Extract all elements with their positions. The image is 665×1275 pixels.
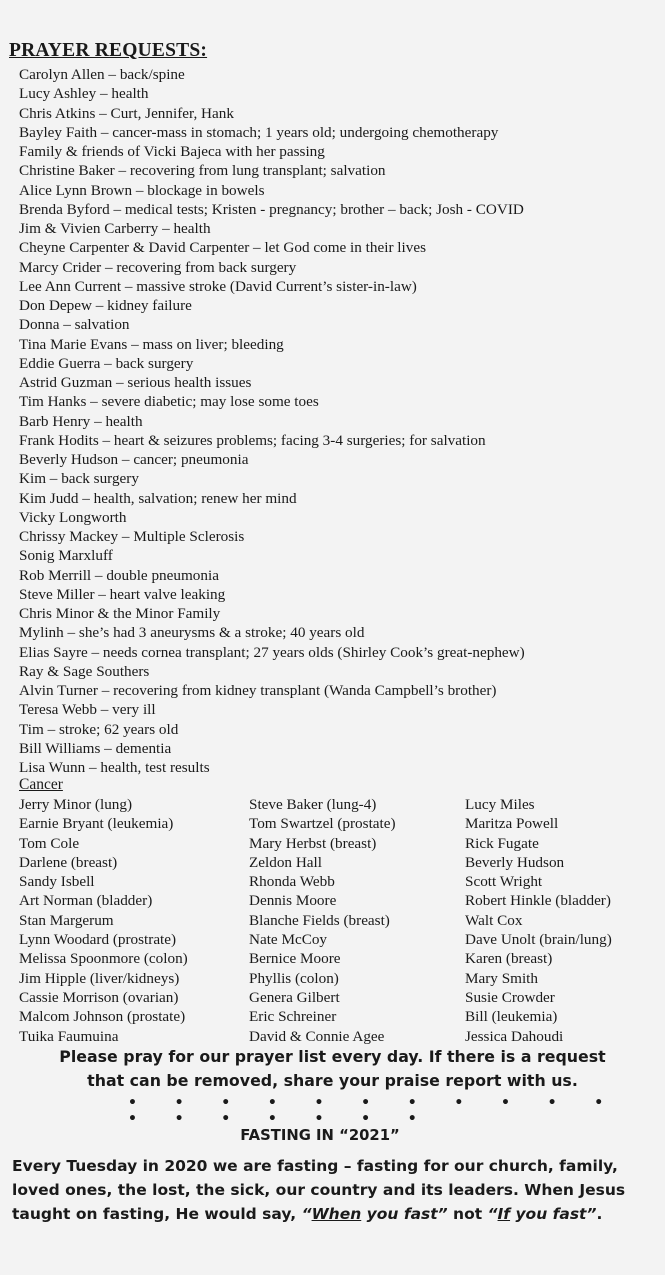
prayer-request-item: Bill Williams – dementia xyxy=(19,739,172,757)
prayer-request-item: Lucy Ashley – health xyxy=(19,85,149,103)
cancer-list-item: Tom Cole xyxy=(19,834,80,852)
cancer-list-item: Darlene (breast) xyxy=(19,853,118,871)
prayer-request-item: Vicky Longworth xyxy=(19,508,127,526)
cancer-list-item: Blanche Fields (breast) xyxy=(249,911,390,929)
cancer-list-item: Jerry Minor (lung) xyxy=(19,796,133,813)
prayer-request-item: Bayley Faith – cancer-mass in stomach; 1 years old; undergoing chemotherapy xyxy=(19,123,499,141)
cancer-list-item: Jessica Dahoudi xyxy=(465,1027,564,1045)
prayer-requests-list xyxy=(19,65,525,777)
cancer-list-item: Art Norman (bladder) xyxy=(19,892,153,910)
cancer-list-item: Sandy Isbell xyxy=(19,873,95,891)
fasting-body-text: Every Tuesday in 2020 we are fasting – fasting for our church, family, loved ones, the lost, the sick, our country and its leaders. When Jesus taught on fasting, He would say, xyxy=(12,1157,626,1223)
cancer-column-3 xyxy=(465,795,612,1046)
cancer-list-item: Malcom Johnson (prostate) xyxy=(19,1008,186,1026)
prayer-request-item: Don Depew – kidney failure xyxy=(19,297,192,314)
cancer-list-item: Phyllis (colon) xyxy=(249,969,339,987)
prayer-request-item: Tina Marie Evans – mass on liver; bleeding xyxy=(19,335,284,353)
cancer-list-item: Bernice Moore xyxy=(249,950,341,968)
prayer-request-item: Tim Hanks – severe diabetic; may lose some toes xyxy=(19,393,319,411)
cancer-list-item: Zeldon Hall xyxy=(249,853,322,871)
cancer-list-item: Walt Cox xyxy=(465,911,523,929)
cancer-list-item: Tuika Faumuina xyxy=(19,1027,119,1045)
prayer-request-item: Steve Miller – heart valve leaking xyxy=(19,585,226,603)
prayer-request-item: Chris Minor & the Minor Family xyxy=(19,605,221,622)
prayer-request-item: Frank Hodits – heart & seizures problems; facing 3-4 surgeries; for salvation xyxy=(19,431,486,449)
prayer-request-item: Rob Merrill – double pneumonia xyxy=(19,566,219,584)
cancer-list-item: Mary Smith xyxy=(465,969,538,987)
fasting-title: FASTING IN “2021” xyxy=(240,1127,400,1144)
prayer-request-item: Christine Baker – recovering from lung transplant; salvation xyxy=(19,162,386,180)
cancer-list-item: Lucy Miles xyxy=(465,796,535,813)
prayer-request-item: Brenda Byford – medical tests; Kristen - pregnancy; brother – back; Josh - COVID xyxy=(19,200,524,218)
cancer-list-item: Rhonda Webb xyxy=(249,873,335,891)
prayer-request-item: Eddie Guerra – back surgery xyxy=(19,354,194,372)
prayer-request-item: Kim – back surgery xyxy=(19,470,139,488)
cancer-list-item: Stan Margerum xyxy=(19,911,114,929)
cancer-list-item: Genera Gilbert xyxy=(249,988,340,1006)
cancer-list-item: Susie Crowder xyxy=(465,988,555,1006)
prayer-request-item: Cheyne Carpenter & David Carpenter – let God come in their lives xyxy=(19,239,426,257)
prayer-request-item: Astrid Guzman – serious health issues xyxy=(19,374,252,391)
cancer-list-item: Robert Hinkle (bladder) xyxy=(465,892,611,910)
cancer-heading: Cancer xyxy=(19,776,63,793)
cancer-list-item: Dennis Moore xyxy=(249,892,337,910)
quote-if: “If you fast” xyxy=(487,1205,597,1223)
cancer-list-item: Lynn Woodard (prostrate) xyxy=(19,931,177,949)
prayer-requests-heading: PRAYER REQUESTS: xyxy=(9,40,208,61)
prayer-request-item: Lee Ann Current – massive stroke (David Current’s sister-in-law) xyxy=(19,277,417,295)
cancer-column-2 xyxy=(249,795,396,1046)
cancer-list-item: Cassie Morrison (ovarian) xyxy=(19,988,179,1006)
prayer-request-item: Kim Judd – health, salvation; renew her mind xyxy=(19,489,297,507)
cancer-list-item: Steve Baker (lung-4) xyxy=(249,796,377,813)
dotted-separator: • • • • • • • • • • • • • • • • • • xyxy=(128,1095,620,1127)
cancer-list-item: Mary Herbst (breast) xyxy=(249,834,377,852)
prayer-request-item: Jim & Vivien Carberry – health xyxy=(19,220,211,237)
cancer-list-item: Scott Wright xyxy=(465,873,543,891)
cancer-list-item: Earnie Bryant (leukemia) xyxy=(19,815,174,833)
pray-note-line1: Please pray for our prayer list every day. If there is a request xyxy=(59,1047,606,1066)
quote-when: “When you fast” xyxy=(301,1205,448,1223)
prayer-request-item: Chrissy Mackey – Multiple Sclerosis xyxy=(19,528,245,545)
cancer-list-item: Maritza Powell xyxy=(465,815,559,833)
cancer-list-item: Bill (leukemia) xyxy=(465,1008,558,1026)
fasting-paragraph: Every Tuesday in 2020 we are fasting – fasting for our church, family, loved ones, the lost, the sick, our country and its leaders. When Jesus taught on fasting, He would say, “When you fast” not “If you fast”. xyxy=(12,1157,626,1223)
prayer-request-item: Chris Atkins – Curt, Jennifer, Hank xyxy=(19,104,234,122)
prayer-request-item: Donna – salvation xyxy=(19,316,130,334)
prayer-request-item: Mylinh – she’s had 3 aneurysms & a stroke; 40 years old xyxy=(19,624,365,642)
prayer-request-item: Sonig Marxluff xyxy=(19,547,113,565)
prayer-request-item: Alvin Turner – recovering from kidney transplant (Wanda Campbell’s brother) xyxy=(19,682,497,699)
cancer-list-item: Jim Hipple (liver/kidneys) xyxy=(19,969,180,987)
pray-note xyxy=(0,1045,665,1093)
cancer-list-item: Karen (breast) xyxy=(465,950,553,968)
cancer-list-item: Tom Swartzel (prostate) xyxy=(249,815,396,833)
prayer-request-item: Carolyn Allen – back/spine xyxy=(19,66,185,83)
cancer-list-item: Nate McCoy xyxy=(249,931,328,949)
prayer-request-item: Barb Henry – health xyxy=(19,412,143,430)
cancer-list-item: Beverly Hudson xyxy=(465,853,565,871)
prayer-request-item: Ray & Sage Southers xyxy=(19,662,150,680)
cancer-list-item: David & Connie Agee xyxy=(249,1027,385,1045)
prayer-request-item: Elias Sayre – needs cornea transplant; 27 years olds (Shirley Cook’s great-nephew) xyxy=(19,643,525,661)
prayer-request-item: Marcy Crider – recovering from back surgery xyxy=(19,258,297,276)
prayer-request-item: Family & friends of Vicki Bajeca with her passing xyxy=(19,143,325,160)
cancer-column-1 xyxy=(19,795,188,1046)
prayer-request-item: Alice Lynn Brown – blockage in bowels xyxy=(19,181,265,199)
prayer-request-item: Teresa Webb – very ill xyxy=(19,701,156,719)
pray-note-line2: that can be removed, share your praise report with us. xyxy=(87,1071,578,1090)
cancer-list-item: Rick Fugate xyxy=(465,834,539,852)
prayer-request-item: Beverly Hudson – cancer; pneumonia xyxy=(19,451,249,468)
cancer-list-item: Melissa Spoonmore (colon) xyxy=(19,950,188,968)
prayer-request-item: Lisa Wunn – health, test results xyxy=(19,759,210,776)
prayer-request-item: Tim – stroke; 62 years old xyxy=(19,720,179,738)
cancer-list-item: Eric Schreiner xyxy=(249,1008,337,1026)
cancer-list-item: Dave Unolt (brain/lung) xyxy=(465,931,612,949)
